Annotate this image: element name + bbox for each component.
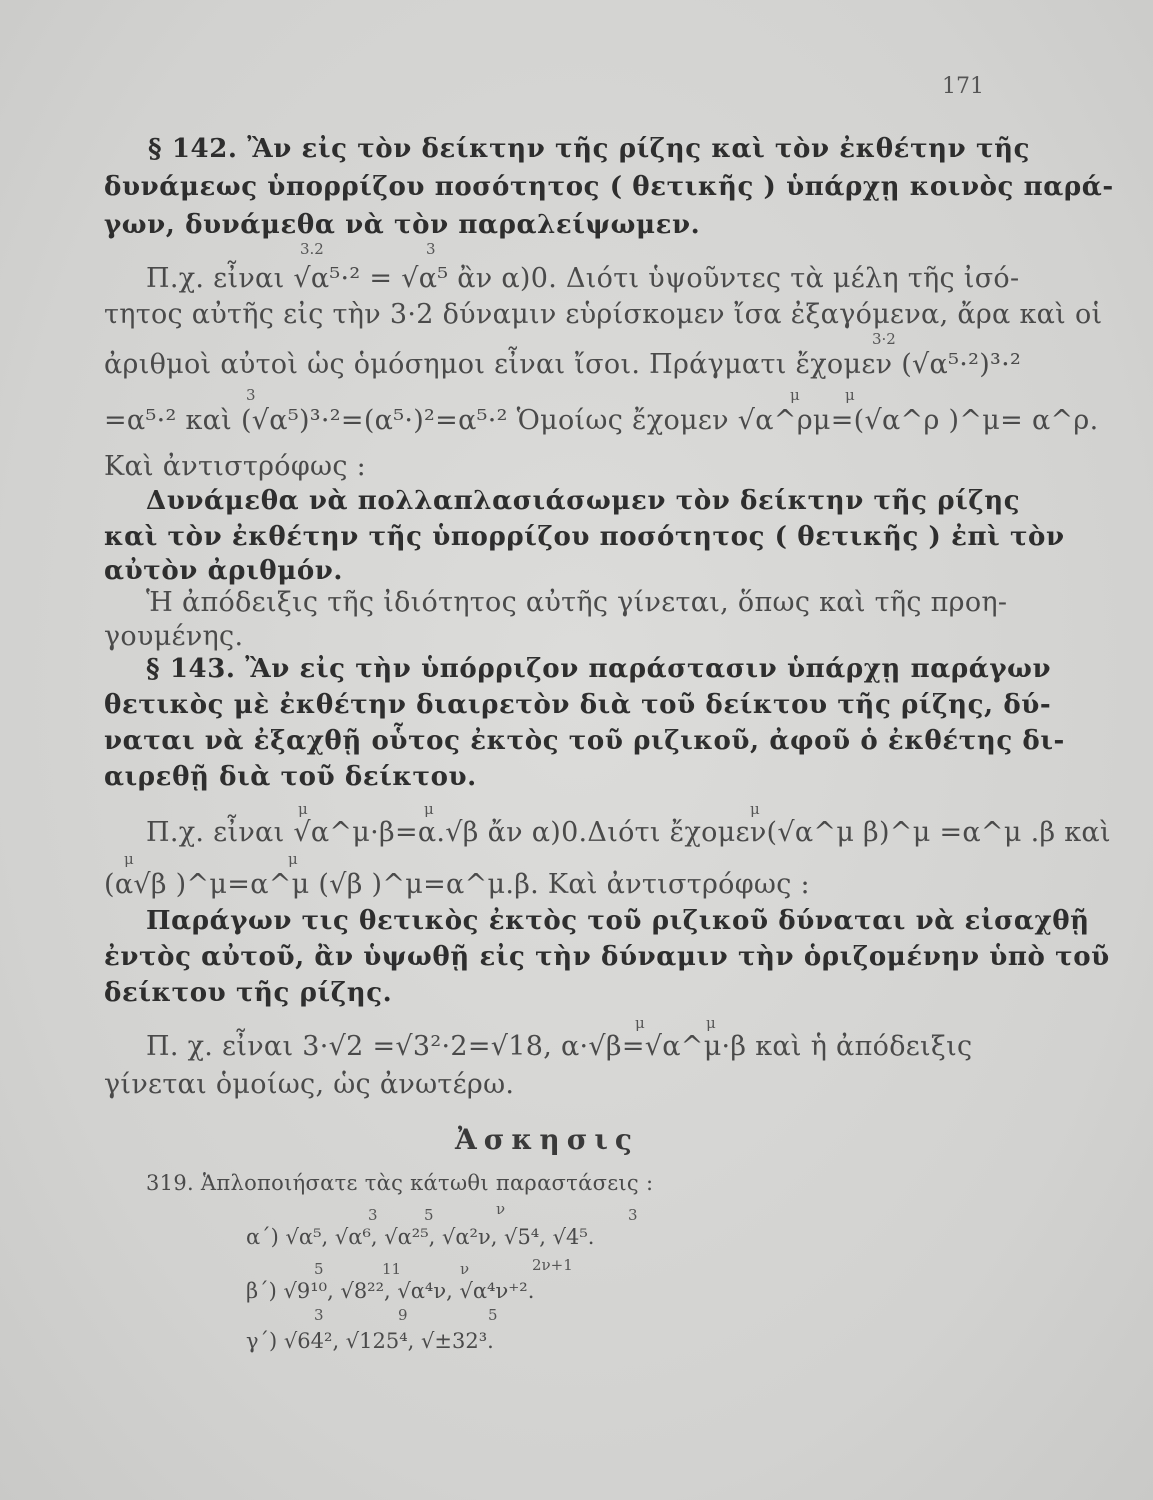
root-index: 3 <box>314 1306 324 1324</box>
sec143-rule-line-2: ἐντὸς αὐτοῦ, ἂν ὑψωθῇ εἰς τὴν δύναμιν τὴν ὁριζομένην ὑπὸ τοῦ <box>104 942 1110 972</box>
sec142-rule-line-1: Δυνάμεθα νὰ πολλαπλασιάσωμεν τὸν δείκτην τῆς ρίζης <box>146 486 1021 516</box>
root-index: 5 <box>424 1206 434 1224</box>
root-index: 5 <box>488 1306 498 1324</box>
sec143-line-10: Π. χ. εἶναι 3·√2 =√3²·2=√18, α·√β=√α^μ·β καὶ ἡ ἀπόδειξις <box>146 1031 973 1062</box>
sec143-line-2: θετικὸς μὲ ἐκθέτην διαιρετὸν διὰ τοῦ δείκτου τῆς ρίζης, δύ- <box>104 690 1052 720</box>
exercise-b: β΄) √9¹⁰, √8²², √α⁴ν, √α⁴ν⁺². <box>246 1279 535 1303</box>
root-index: 3 <box>628 1206 638 1224</box>
sec142-line-5: τητος αὐτῆς εἰς τὴν 3·2 δύναμιν εὑρίσκομεν ἴσα ἐξαγόμενα, ἄρα καὶ οἱ <box>104 299 1103 330</box>
root-index: 2ν+1 <box>532 1256 573 1274</box>
page-number: 171 <box>942 74 984 99</box>
sec143-line-5: Π.χ. εἶναι √α^μ·β=α.√β ἄν α)0.Διότι ἔχομεν(√α^μ β)^μ =α^μ .β καὶ <box>146 817 1111 848</box>
root-index: 5 <box>314 1260 324 1278</box>
root-index: 3.2 <box>300 240 324 258</box>
root-index: μ <box>750 800 760 818</box>
root-index: μ <box>790 386 800 404</box>
sec142-line-2: δυνάμεως ὑπορρίζου ποσότητος ( θετικῆς ) ὑπάρχῃ κοινὸς παρά- <box>104 172 1114 202</box>
sec142-line-4: Π.χ. εἶναι √α⁵·² = √α⁵ ἂν α)0. Διότι ὑψοῦντες τὰ μέλη τῆς ἰσό- <box>146 263 1020 294</box>
sec142-line-3: γων, δυνάμεθα νὰ τὸν παραλείψωμεν. <box>104 210 701 240</box>
sec142-line-7: =α⁵·² καὶ (√α⁵)³·²=(α⁵·)²=α⁵·² Ὁμοίως ἔχομεν √α^ρμ=(√α^ρ )^μ= α^ρ. <box>104 405 1099 436</box>
root-index: 3 <box>246 386 256 404</box>
root-index: ν <box>496 1200 506 1218</box>
exercises-heading: Ἀσκησις <box>455 1123 639 1156</box>
sec142-line-8: Καὶ ἀντιστρόφως : <box>104 451 367 482</box>
root-index: μ <box>124 850 134 868</box>
root-index: 9 <box>398 1306 408 1324</box>
sec143-rule-line-3: δείκτου τῆς ρίζης. <box>104 978 393 1008</box>
exercise-a: α΄) √α⁵, √α⁶, √α²⁵, √α²ν, √5⁴, √4⁵. <box>246 1225 595 1249</box>
root-index: 3 <box>368 1206 378 1224</box>
sec142-line-1: § 142. Ἂν εἰς τὸν δείκτην τῆς ρίζης καὶ τὸν ἐκθέτην τῆς <box>148 134 1030 164</box>
sec142-line-13: γουμένης. <box>104 621 244 652</box>
sec143-line-11: γίνεται ὁμοίως, ὡς ἀνωτέρω. <box>104 1069 515 1100</box>
exercise-c: γ΄) √64², √125⁴, √±32³. <box>246 1329 494 1353</box>
root-index: μ <box>424 800 434 818</box>
sec142-line-12: Ἡ ἀπόδειξις τῆς ἰδιότητος αὐτῆς γίνεται, ὅπως καὶ τῆς προη- <box>146 587 1008 618</box>
root-index: 3·2 <box>872 330 896 348</box>
root-index: μ <box>288 850 298 868</box>
sec143-line-3: ναται νὰ ἐξαχθῇ οὗτος ἐκτὸς τοῦ ριζικοῦ, ἀφοῦ ὁ ἐκθέτης δι- <box>104 726 1065 756</box>
root-index: 11 <box>382 1260 402 1278</box>
root-index: 3 <box>426 240 436 258</box>
sec143-rule-line-1: Παράγων τις θετικὸς ἐκτὸς τοῦ ριζικοῦ δύναται νὰ εἰσαχθῇ <box>146 906 1090 936</box>
sec142-rule-line-3: αὐτὸν ἀριθμόν. <box>104 556 344 586</box>
sec143-line-4: αιρεθῇ διὰ τοῦ δείκτου. <box>104 762 477 792</box>
root-index: μ <box>706 1014 716 1032</box>
root-index: ν <box>460 1260 470 1278</box>
root-index: μ <box>635 1014 645 1032</box>
root-index: μ <box>845 386 855 404</box>
sec142-line-6: ἀριθμοὶ αὐτοὶ ὡς ὁμόσημοι εἶναι ἴσοι. Πράγματι ἔχομεν (√α⁵·²)³·² <box>104 349 1022 380</box>
sec142-rule-line-2: καὶ τὸν ἐκθέτην τῆς ὑπορρίζου ποσότητος ( θετικῆς ) ἐπὶ τὸν <box>104 522 1065 552</box>
root-index: μ <box>298 800 308 818</box>
sec143-line-1: § 143. Ἂν εἰς τὴν ὑπόρριζον παράστασιν ὑπάρχῃ παράγων <box>146 654 1052 684</box>
exercise-intro: 319. Ἁπλοποιήσατε τὰς κάτωθι παραστάσεις : <box>146 1171 654 1195</box>
sec143-line-6: (α√β )^μ=α^μ (√β )^μ=α^μ.β. Καὶ ἀντιστρόφως : <box>104 869 810 900</box>
